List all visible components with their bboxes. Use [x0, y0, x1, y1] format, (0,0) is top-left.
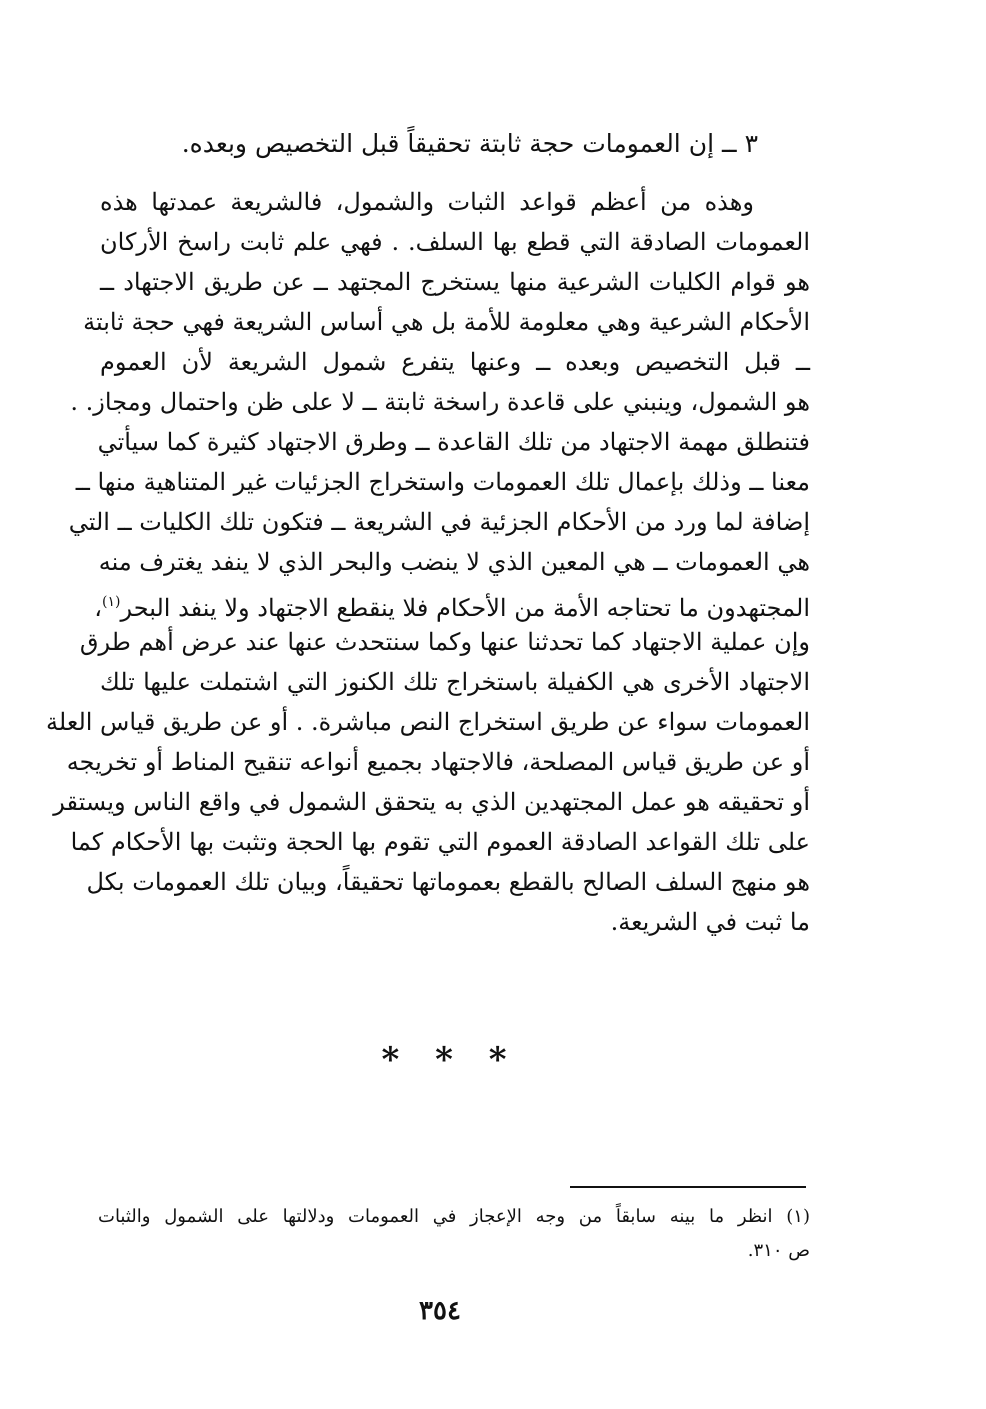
paragraph-line: ما ثبت في الشريعة. — [610, 908, 810, 936]
paragraph-line: إضافة لما ورد من الأحكام الجزئية في الشريعة ــ فتكون تلك الكليات ــ التي — [68, 508, 810, 536]
footnote-line: (١) انظر ما بينه سابقاً من وجه الإعجاز في العمومات ودلالتها على الشمول والثبات — [98, 1206, 810, 1227]
page-number: ٣٥٤ — [419, 1296, 461, 1326]
paragraph-line: العمومات سواء عن طريق استخراج النص مباشرة. . أو عن طريق قياس العلة — [46, 708, 810, 736]
paragraph-line-with-footnote — [94, 582, 810, 622]
section-heading: ٣ ــ إن العمومات حجة ثابتة تحقيقاً قبل التخصيص وبعده. — [181, 129, 758, 158]
footnote-reference-suffix: ، — [94, 594, 103, 622]
footnote — [98, 1200, 810, 1268]
paragraph-line: الاجتهاد الأخرى هي الكفيلة باستخراج تلك الكنوز التي اشتملت عليها تلك — [100, 668, 811, 696]
paragraph-line: وإن عملية الاجتهاد كما تحدثنا عنها وكما سنتحدث عنها عند عرض أهم طرق — [79, 628, 810, 656]
paragraph-line: فتنطلق مهمة الاجتهاد من تلك القاعدة ــ وطرق الاجتهاد كثيرة كما سيأتي — [97, 428, 810, 456]
footnote-line: ص ٣١٠. — [747, 1240, 810, 1261]
section-separator: * * * — [381, 1040, 519, 1080]
paragraph-line: معنا ــ وذلك بإعمال تلك العمومات واستخراج الجزئيات غير المتناهية منها ــ — [75, 468, 810, 496]
footnote-reference[interactable]: (١) — [102, 594, 121, 610]
paragraph-line: العمومات الصادقة التي قطع بها السلف. . فهي علم ثابت راسخ الأركان — [100, 228, 810, 256]
paragraph-line: أو تحقيقه هو عمل المجتهدين الذي به يتحقق الشمول في واقع الناس ويستقر — [53, 788, 810, 816]
paragraph-line: أو عن طريق قياس المصلحة، فالاجتهاد بجميع أنواعه تنقيح المناط أو تخريجه — [66, 748, 810, 776]
footnote-divider — [570, 1186, 806, 1188]
paragraph-line: وهذه من أعظم قواعد الثبات والشمول، فالشريعة عمدتها هذه — [100, 188, 754, 216]
paragraph-line-text: المجتهدون ما تحتاجه الأمة من الأحكام فلا ينقطع الاجتهاد ولا ينفد البحر — [120, 594, 810, 622]
paragraph-line: هي العمومات ــ هي المعين الذي لا ينضب والبحر الذي لا ينفد يغترف منه — [98, 548, 810, 576]
paragraph-line: على تلك القواعد الصادقة العموم التي تقوم بها الحجة وتثبت بها الأحكام كما — [70, 828, 810, 856]
paragraph-line: ــ قبل التخصيص وبعده ــ وعنها يتفرع شمول الشريعة لأن العموم — [100, 348, 810, 376]
paragraph-line: هو منهج السلف الصالح بالقطع بعموماتها تحقيقاً، وبيان تلك العمومات بكل — [86, 868, 810, 896]
paragraph-line: هو قوام الكليات الشرعية منها يستخرج المجتهد ــ عن طريق الاجتهاد ــ — [100, 268, 810, 296]
paragraph-line: هو الشمول، وينبني على قاعدة راسخة ثابتة ــ لا على ظن واحتمال ومجاز. . — [70, 388, 810, 416]
paragraph-line: الأحكام الشرعية وهي معلومة للأمة بل هي أساس الشريعة فهي حجة ثابتة — [83, 308, 810, 336]
body-paragraph — [46, 182, 811, 942]
